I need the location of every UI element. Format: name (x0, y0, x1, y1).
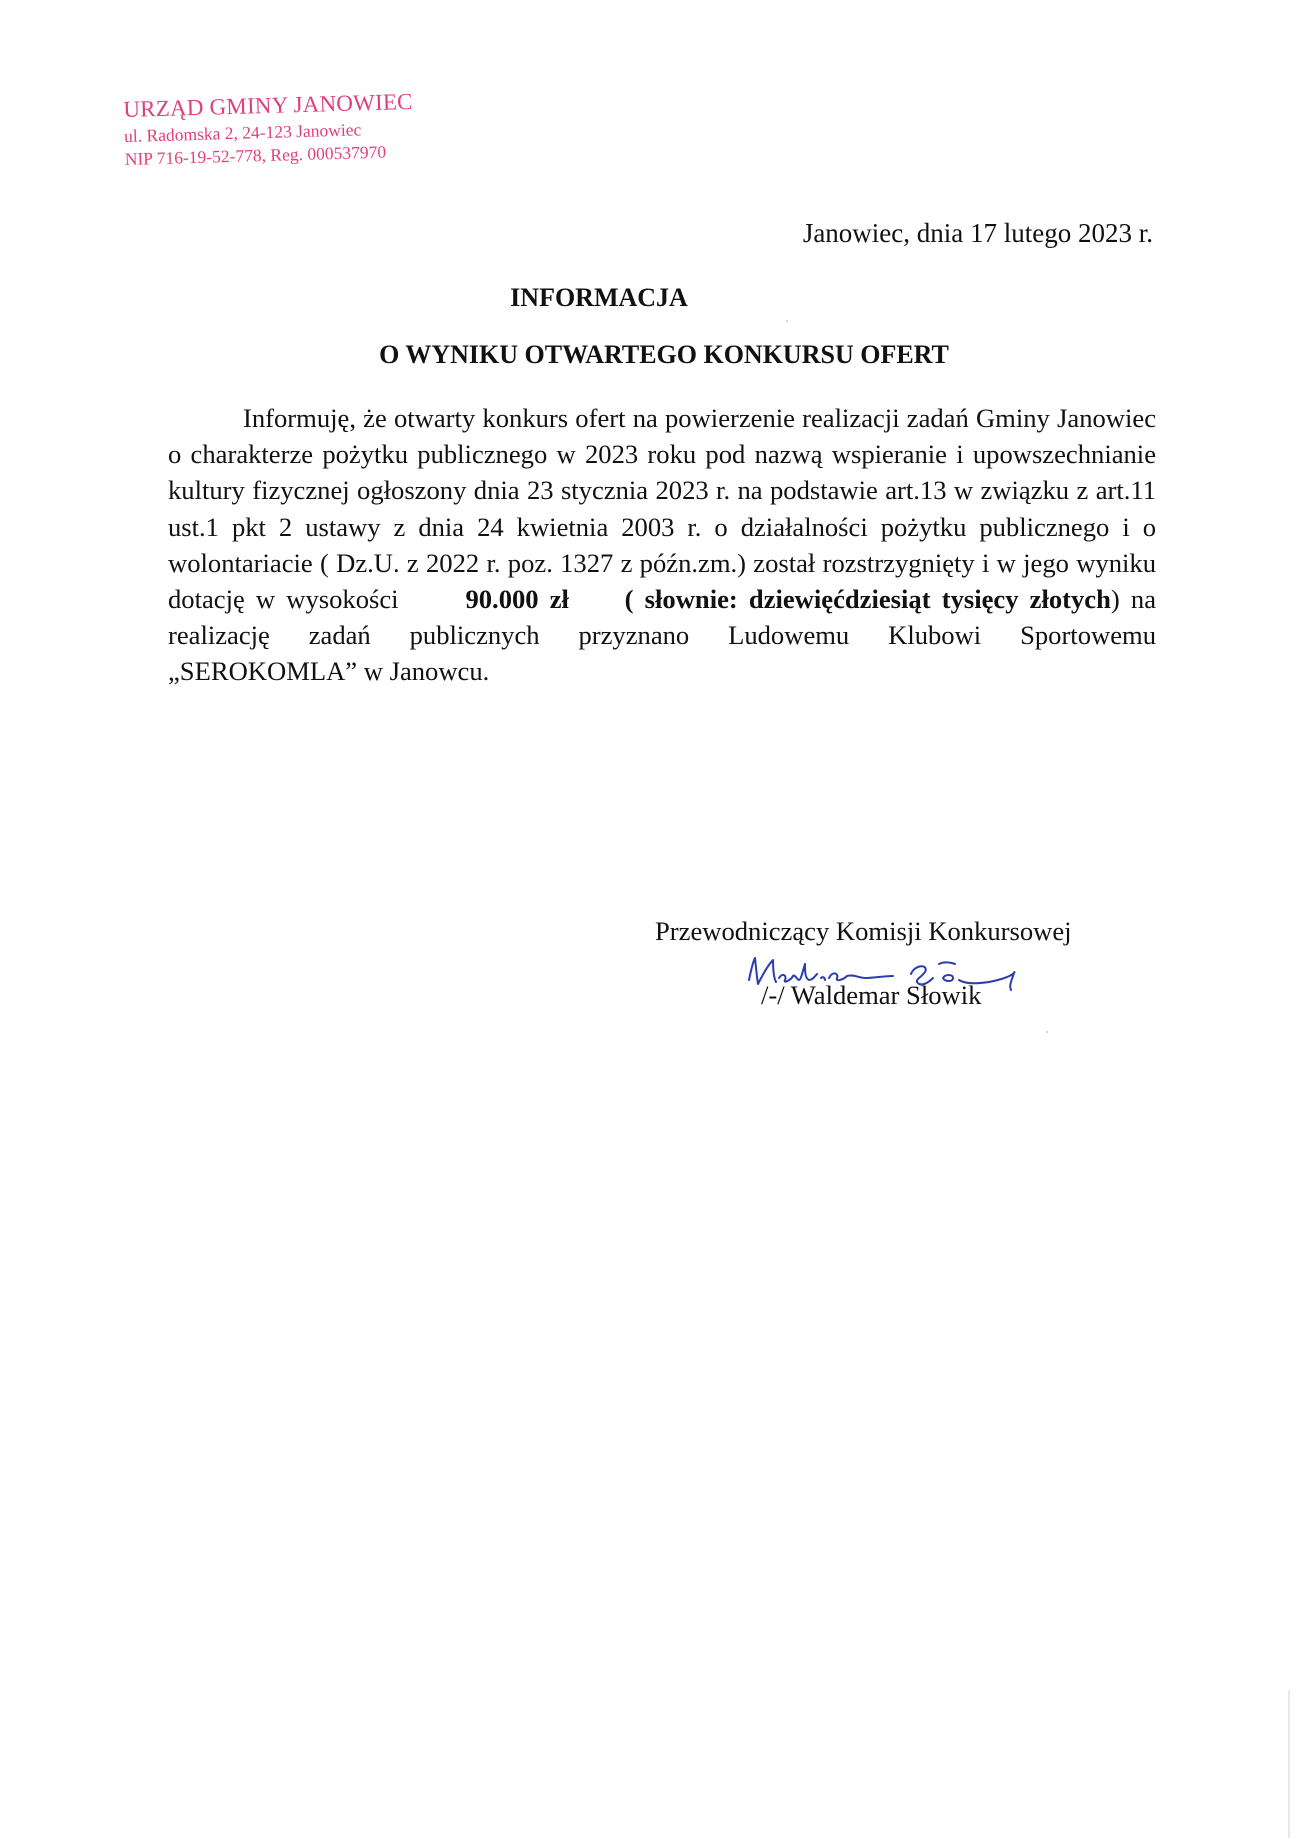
signatory-role: Przewodniczący Komisji Konkursowej (655, 916, 1072, 946)
document-subtitle: O WYNIKU OTWARTEGO KONKURSU OFERT (379, 340, 949, 369)
body-text-part1: Informuję, że otwarty konkurs ofert na powierzenie realizacji zadań Gminy Janowiec o charakterze pożytku publicznego w 2023 roku pod nazwą wspieranie i upowszechnianie kultury fizycznej ogłoszony dnia 23 stycznia 2023 r. na podstawie art.13 w związku z art.11 ust.1 pkt 2 ustawy z dnia 24 kwietnia 2003 r. o działalności pożytku publicznego i o wolontariacie ( Dz.U. z 2022 r. poz. 1327 z późn.zm.) został rozstrzygnięty i w jego wyniku dotację w wysokości (168, 403, 1156, 615)
office-stamp (123, 87, 425, 171)
signature-block (655, 916, 1175, 1010)
signatory-name: /-/ Waldemar Słowik (761, 980, 982, 1010)
scan-speck (1046, 1031, 1048, 1033)
body-text-part2: ) na realizację zadań publicznych przyznano Ludowemu Klubowi Sportowemu „SEROKOMLA” w Janowcu. (168, 584, 1156, 687)
document-title: INFORMACJA (510, 283, 688, 312)
scan-edge-line (1288, 1690, 1290, 1838)
body-paragraph (168, 400, 1156, 690)
grant-amount-in-words: ( słownie: dziewięćdziesiąt tysięcy złotych (624, 584, 1111, 615)
stamp-tax-ids: NIP 716-19-52-778, Reg. 000537970 (124, 141, 387, 169)
stamp-office-name: URZĄD GMINY JANOWIEC (123, 88, 413, 122)
grant-amount: 90.000 zł (465, 584, 569, 615)
stamp-address: ul. Radomska 2, 24-123 Janowiec (123, 119, 362, 146)
scan-speck (786, 320, 788, 322)
place-and-date: Janowiec, dnia 17 lutego 2023 r. (802, 218, 1153, 248)
